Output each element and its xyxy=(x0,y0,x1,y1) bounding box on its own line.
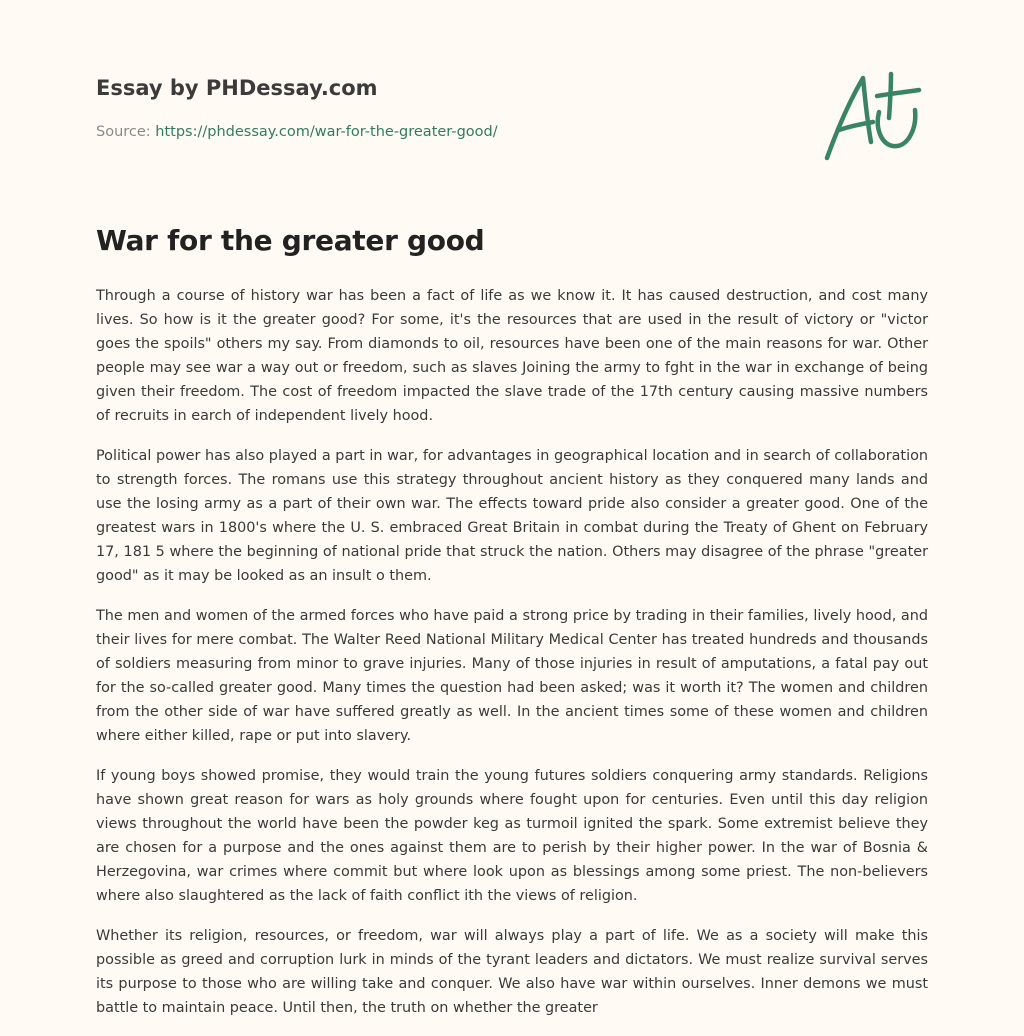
source-label: Source: xyxy=(96,124,151,140)
essay-paragraph: Through a course of history war has been a fact of life as we know it. It has caused destruction, and cost many lives. So how is it the greater good? For some, it's the resources that are used in the result of victory or "victor goes the spoils" others my say. From diamonds to oil, resources have been one of the main reasons for war. Other people may see war a way out or freedom, such as slaves Joining the army to fght in the war in exchange of being given their freedom. The cost of freedom impacted the slave trade of the 17th century causing massive numbers of recruits in earch of independent lively hood. xyxy=(96,288,928,424)
essay-title: War for the greater good xyxy=(96,224,485,257)
site-brand: Essay by PHDessay.com xyxy=(96,76,378,100)
essay-paragraph: If young boys showed promise, they would train the young futures soldiers conquering army standards. Religions have shown great reason for wars as holy grounds where fought upon for centuries. Even until this day religion views throughout the world have been the powder keg as turmoil ignited the spark. Some extremist believe they are chosen for a purpose and the ones against them are to perish by their higher power. In the war of Bosnia & Herzegovina, war crimes where commit but where look upon as blessings among some priest. The non-believers where also slaughtered as the lack of faith conflict ith the views of religion. xyxy=(96,768,928,904)
essay-paragraph: Whether its religion, resources, or freedom, war will always play a part of life. We as a society will make this possible as greed and corruption lurk in minds of the tyrant leaders and dictators. We must realize survival serves its purpose to those who are willing take and conquer. We also have war within ourselves. Inner demons we must battle to maintain peace. Until then, the truth on whether the greater xyxy=(96,928,928,1016)
essay-body xyxy=(96,284,928,1036)
a-plus-logo-icon xyxy=(823,68,927,164)
essay-paragraph: The men and women of the armed forces who have paid a strong price by trading in their families, lively hood, and their lives for mere combat. The Walter Reed National Military Medical Center has treated hundreds and thousands of soldiers measuring from minor to grave injuries. Many of those injuries in result of amputations, a fatal pay out for the so-called greater good. Many times the question had been asked; was it worth it? The women and children from the other side of war have suffered greatly as well. In the ancient times some of these women and children where either killed, rape or put into slavery. xyxy=(96,608,928,744)
source-link[interactable]: https://phdessay.com/war-for-the-greater-good/ xyxy=(155,124,498,140)
source-line xyxy=(96,124,498,140)
essay-paragraph: Political power has also played a part in war, for advantages in geographical location and in search of collaboration to strength forces. The romans use this strategy throughout ancient history as they conquered many lands and use the losing army as a part of their own war. The effects toward pride also consider a greater good. One of the greatest wars in 1800's where the U. S. embraced Great Britain in combat during the Treaty of Ghent on February 17, 181 5 where the beginning of national pride that struck the nation. Others may disagree of the phrase "greater good" as it may be looked as an insult o them. xyxy=(96,448,928,584)
